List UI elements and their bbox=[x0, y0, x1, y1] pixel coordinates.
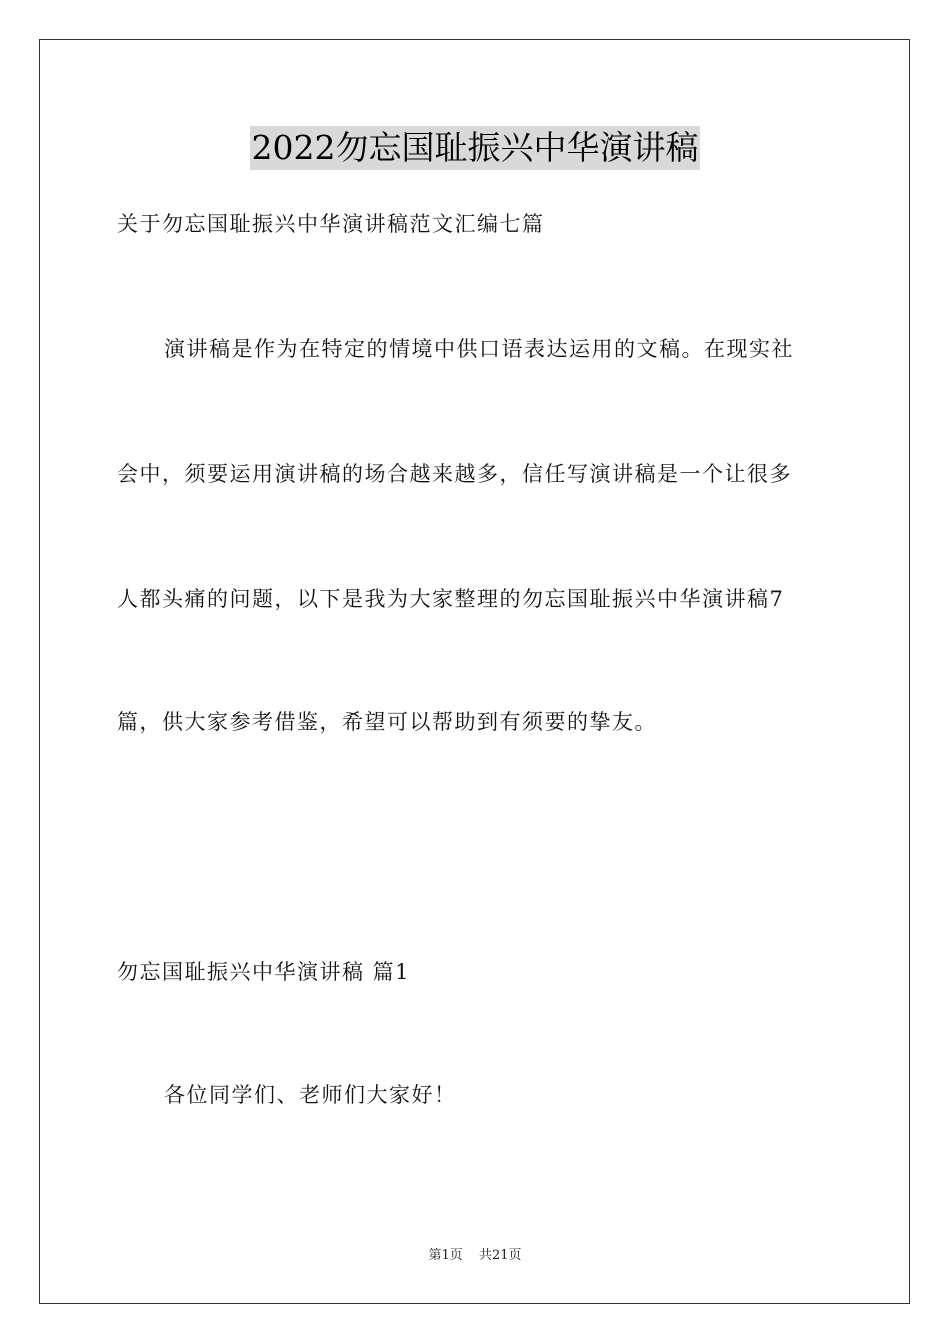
document-subtitle: 关于勿忘国耻振兴中华演讲稿范文汇编七篇 bbox=[117, 212, 545, 236]
page-total-label: 共21页 bbox=[478, 1248, 522, 1263]
greeting-paragraph: 各位同学们、老师们大家好！ bbox=[164, 1083, 457, 1107]
intro-line-4: 篇，供大家参考借鉴，希望可以帮助到有须要的挚友。 bbox=[117, 710, 657, 734]
intro-line-1: 演讲稿是作为在特定的情境中供口语表达运用的文稿。在现实社 bbox=[164, 337, 794, 361]
intro-line-2: 会中，须要运用演讲稿的场合越来越多，信任写演讲稿是一个让很多 bbox=[117, 462, 792, 486]
document-title: 2022勿忘国耻振兴中华演讲稿 bbox=[250, 126, 701, 170]
page-current-label: 第1页 bbox=[428, 1248, 463, 1263]
page-footer bbox=[0, 1247, 950, 1265]
section-heading: 勿忘国耻振兴中华演讲稿 篇1 bbox=[117, 960, 411, 984]
intro-line-3: 人都头痛的问题，以下是我为大家整理的勿忘国耻振兴中华演讲稿7 bbox=[117, 587, 785, 611]
title-container bbox=[0, 126, 950, 170]
